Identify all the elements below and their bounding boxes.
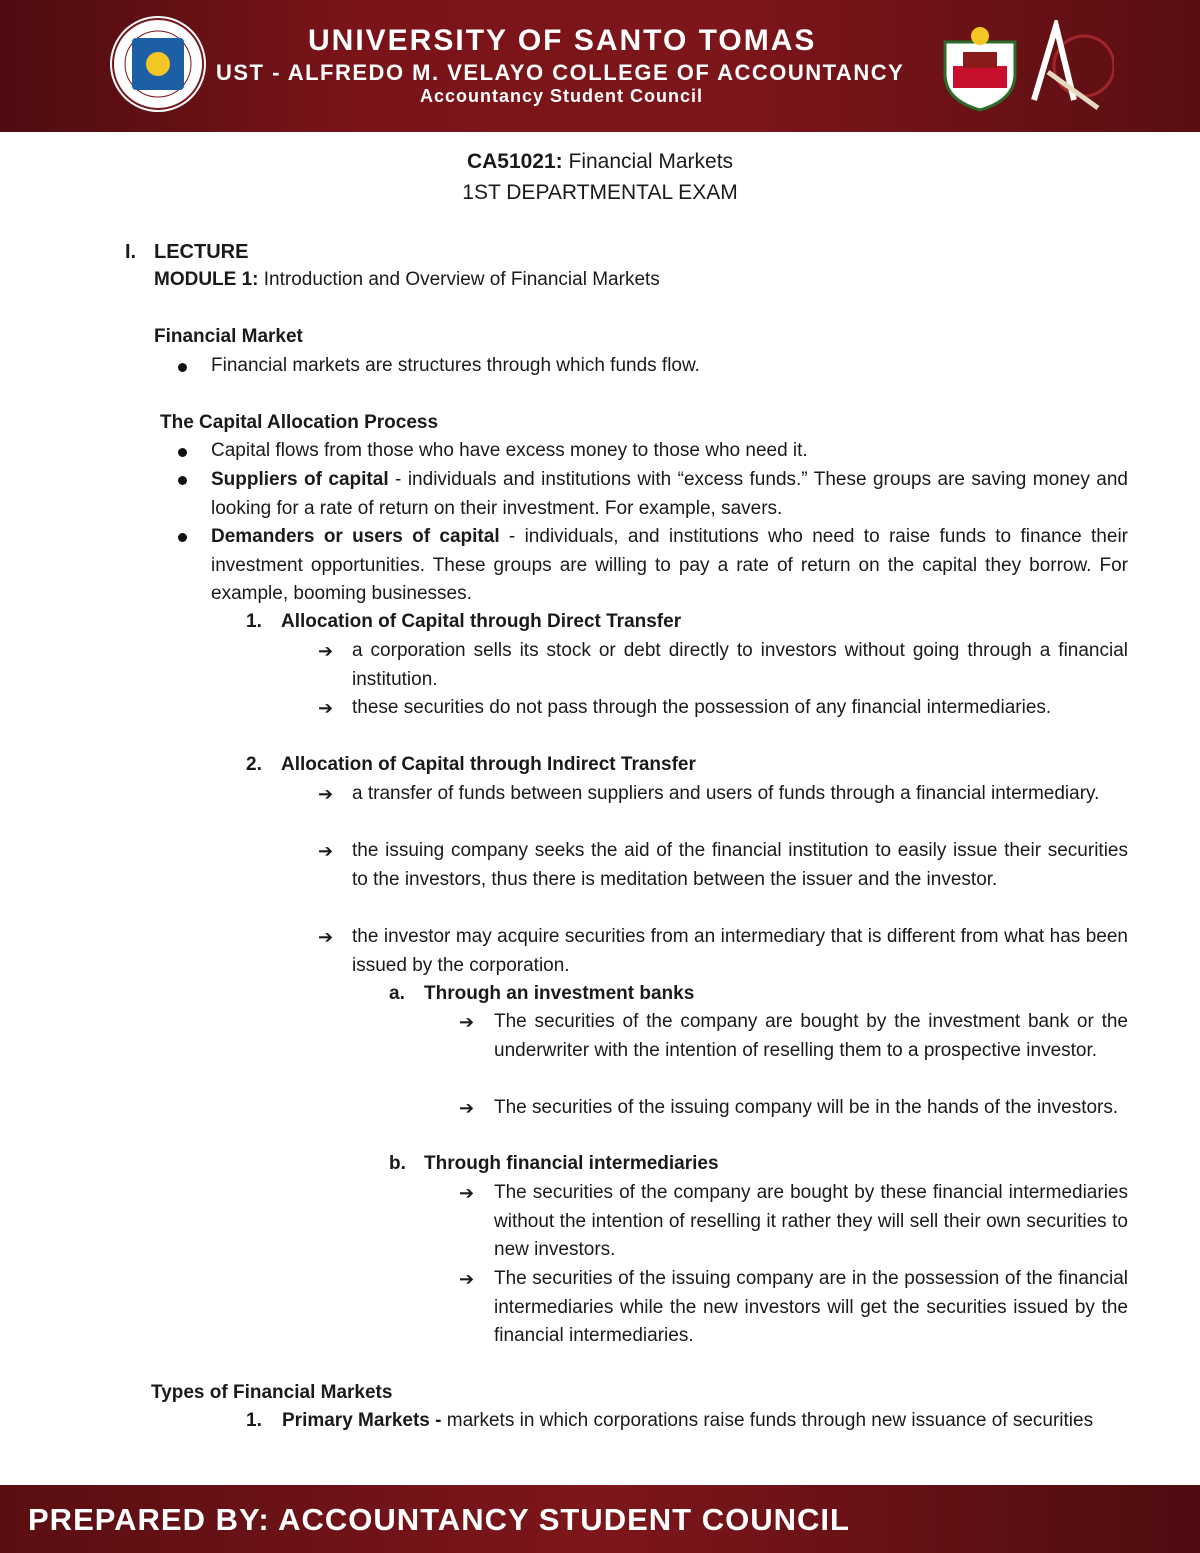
college-shield-logo xyxy=(941,22,1019,112)
indirect-point-1: a transfer of funds between suppliers and users of funds through a financial intermediary. xyxy=(352,783,1100,804)
capital-allocation-heading: The Capital Allocation Process xyxy=(160,412,439,433)
course-code: CA51021: xyxy=(466,150,563,173)
investment-banks-letter: a. xyxy=(389,983,405,1004)
demanders-term: Demanders or users of capital xyxy=(211,526,500,547)
council-name: Accountancy Student Council xyxy=(420,86,704,106)
primary-markets-term: Primary Markets - xyxy=(282,1410,442,1431)
bullet-icon xyxy=(178,448,187,457)
financial-market-bullet: Financial markets are structures through which funds flow. xyxy=(211,355,700,376)
arrow-right-icon: ➔ xyxy=(459,1012,475,1032)
module-heading xyxy=(154,266,660,295)
primary-markets-text: markets in which corporations raise funds through new issuance of securities xyxy=(441,1410,1094,1431)
section-number: I. xyxy=(125,241,137,263)
footer-banner xyxy=(0,1485,1200,1553)
arrow-right-icon: ➔ xyxy=(318,641,334,661)
demanders-bullet xyxy=(211,523,1128,609)
module-label: MODULE 1: xyxy=(154,269,259,290)
investment-banks-point-1: The securities of the company are bought by the investment bank or the underwriter with the intention of reselling them to a prospective investor. xyxy=(494,1011,1128,1061)
investment-banks-point-2: The securities of the issuing company will be in the hands of the investors. xyxy=(494,1097,1119,1118)
intermediaries-letter: b. xyxy=(389,1153,406,1174)
types-item-number: 1. xyxy=(246,1410,262,1431)
asc-logo xyxy=(1028,20,1114,112)
direct-point-1: a corporation sells its stock or debt directly to investors without going through a financial institution. xyxy=(352,640,1128,690)
bullet-icon xyxy=(178,363,187,372)
course-title xyxy=(0,150,1200,174)
ust-seal-logo xyxy=(110,16,206,112)
suppliers-term: Suppliers of capital xyxy=(211,469,389,490)
bullet-icon xyxy=(178,476,187,485)
college-name: UST - ALFREDO M. VELAYO COLLEGE OF ACCOUNTANCY xyxy=(216,60,905,85)
bullet-icon xyxy=(178,533,187,542)
types-heading: Types of Financial Markets xyxy=(151,1382,393,1403)
university-name: UNIVERSITY OF SANTO TOMAS xyxy=(308,24,817,57)
indirect-point-3: the investor may acquire securities from an intermediary that is different from what has been issued by the corporation. xyxy=(352,926,1128,976)
arrow-right-icon: ➔ xyxy=(459,1183,475,1203)
direct-transfer-heading: Allocation of Capital through Direct Transfer xyxy=(281,611,682,632)
module-title: Introduction and Overview of Financial Markets xyxy=(258,269,660,290)
investment-banks-heading: Through an investment banks xyxy=(424,983,695,1004)
direct-number: 1. xyxy=(246,611,262,632)
suppliers-text: - individuals and institutions with “excess funds.” These groups are saving money and looking for a rate of return on their investment. For example, savers. xyxy=(211,469,1128,519)
arrow-right-icon: ➔ xyxy=(318,841,334,861)
footer-text: PREPARED BY: ACCOUNTANCY STUDENT COUNCIL xyxy=(28,1502,850,1537)
exam-title: 1ST DEPARTMENTAL EXAM xyxy=(462,181,738,204)
demanders-text: - individuals, and institutions who need to raise funds to finance their investment opportunities. These groups are willing to pay a rate of return on the capital they borrow. For example, booming businesses. xyxy=(211,526,1128,604)
suppliers-bullet xyxy=(211,466,1128,523)
indirect-number: 2. xyxy=(246,754,262,775)
intermediaries-point-1: The securities of the company are bought by these financial intermediaries without the intention of reselling it rather they will sell their own securities to new investors. xyxy=(494,1182,1128,1260)
arrow-right-icon: ➔ xyxy=(459,1269,475,1289)
indirect-transfer-heading: Allocation of Capital through Indirect Transfer xyxy=(281,754,696,775)
primary-markets-item xyxy=(282,1407,1128,1436)
financial-market-heading: Financial Market xyxy=(154,326,303,347)
arrow-right-icon: ➔ xyxy=(318,927,334,947)
arrow-right-icon: ➔ xyxy=(318,698,334,718)
indirect-point-2: the issuing company seeks the aid of the financial institution to easily issue their securities to the investors, thus there is meditation between the issuer and the investor. xyxy=(352,840,1128,890)
intermediaries-heading: Through financial intermediaries xyxy=(424,1153,719,1174)
arrow-right-icon: ➔ xyxy=(318,784,334,804)
intermediaries-point-2: The securities of the issuing company are in the possession of the financial intermediaries while the new investors will get the securities issued by the financial intermediaries. xyxy=(494,1268,1128,1346)
header-banner xyxy=(0,0,1200,132)
section-title: LECTURE xyxy=(154,241,249,263)
capital-flow-bullet: Capital flows from those who have excess money to those who need it. xyxy=(211,440,808,461)
arrow-right-icon: ➔ xyxy=(459,1098,475,1118)
direct-point-2: these securities do not pass through the possession of any financial intermediaries. xyxy=(352,697,1052,718)
course-name: Financial Markets xyxy=(562,150,734,173)
